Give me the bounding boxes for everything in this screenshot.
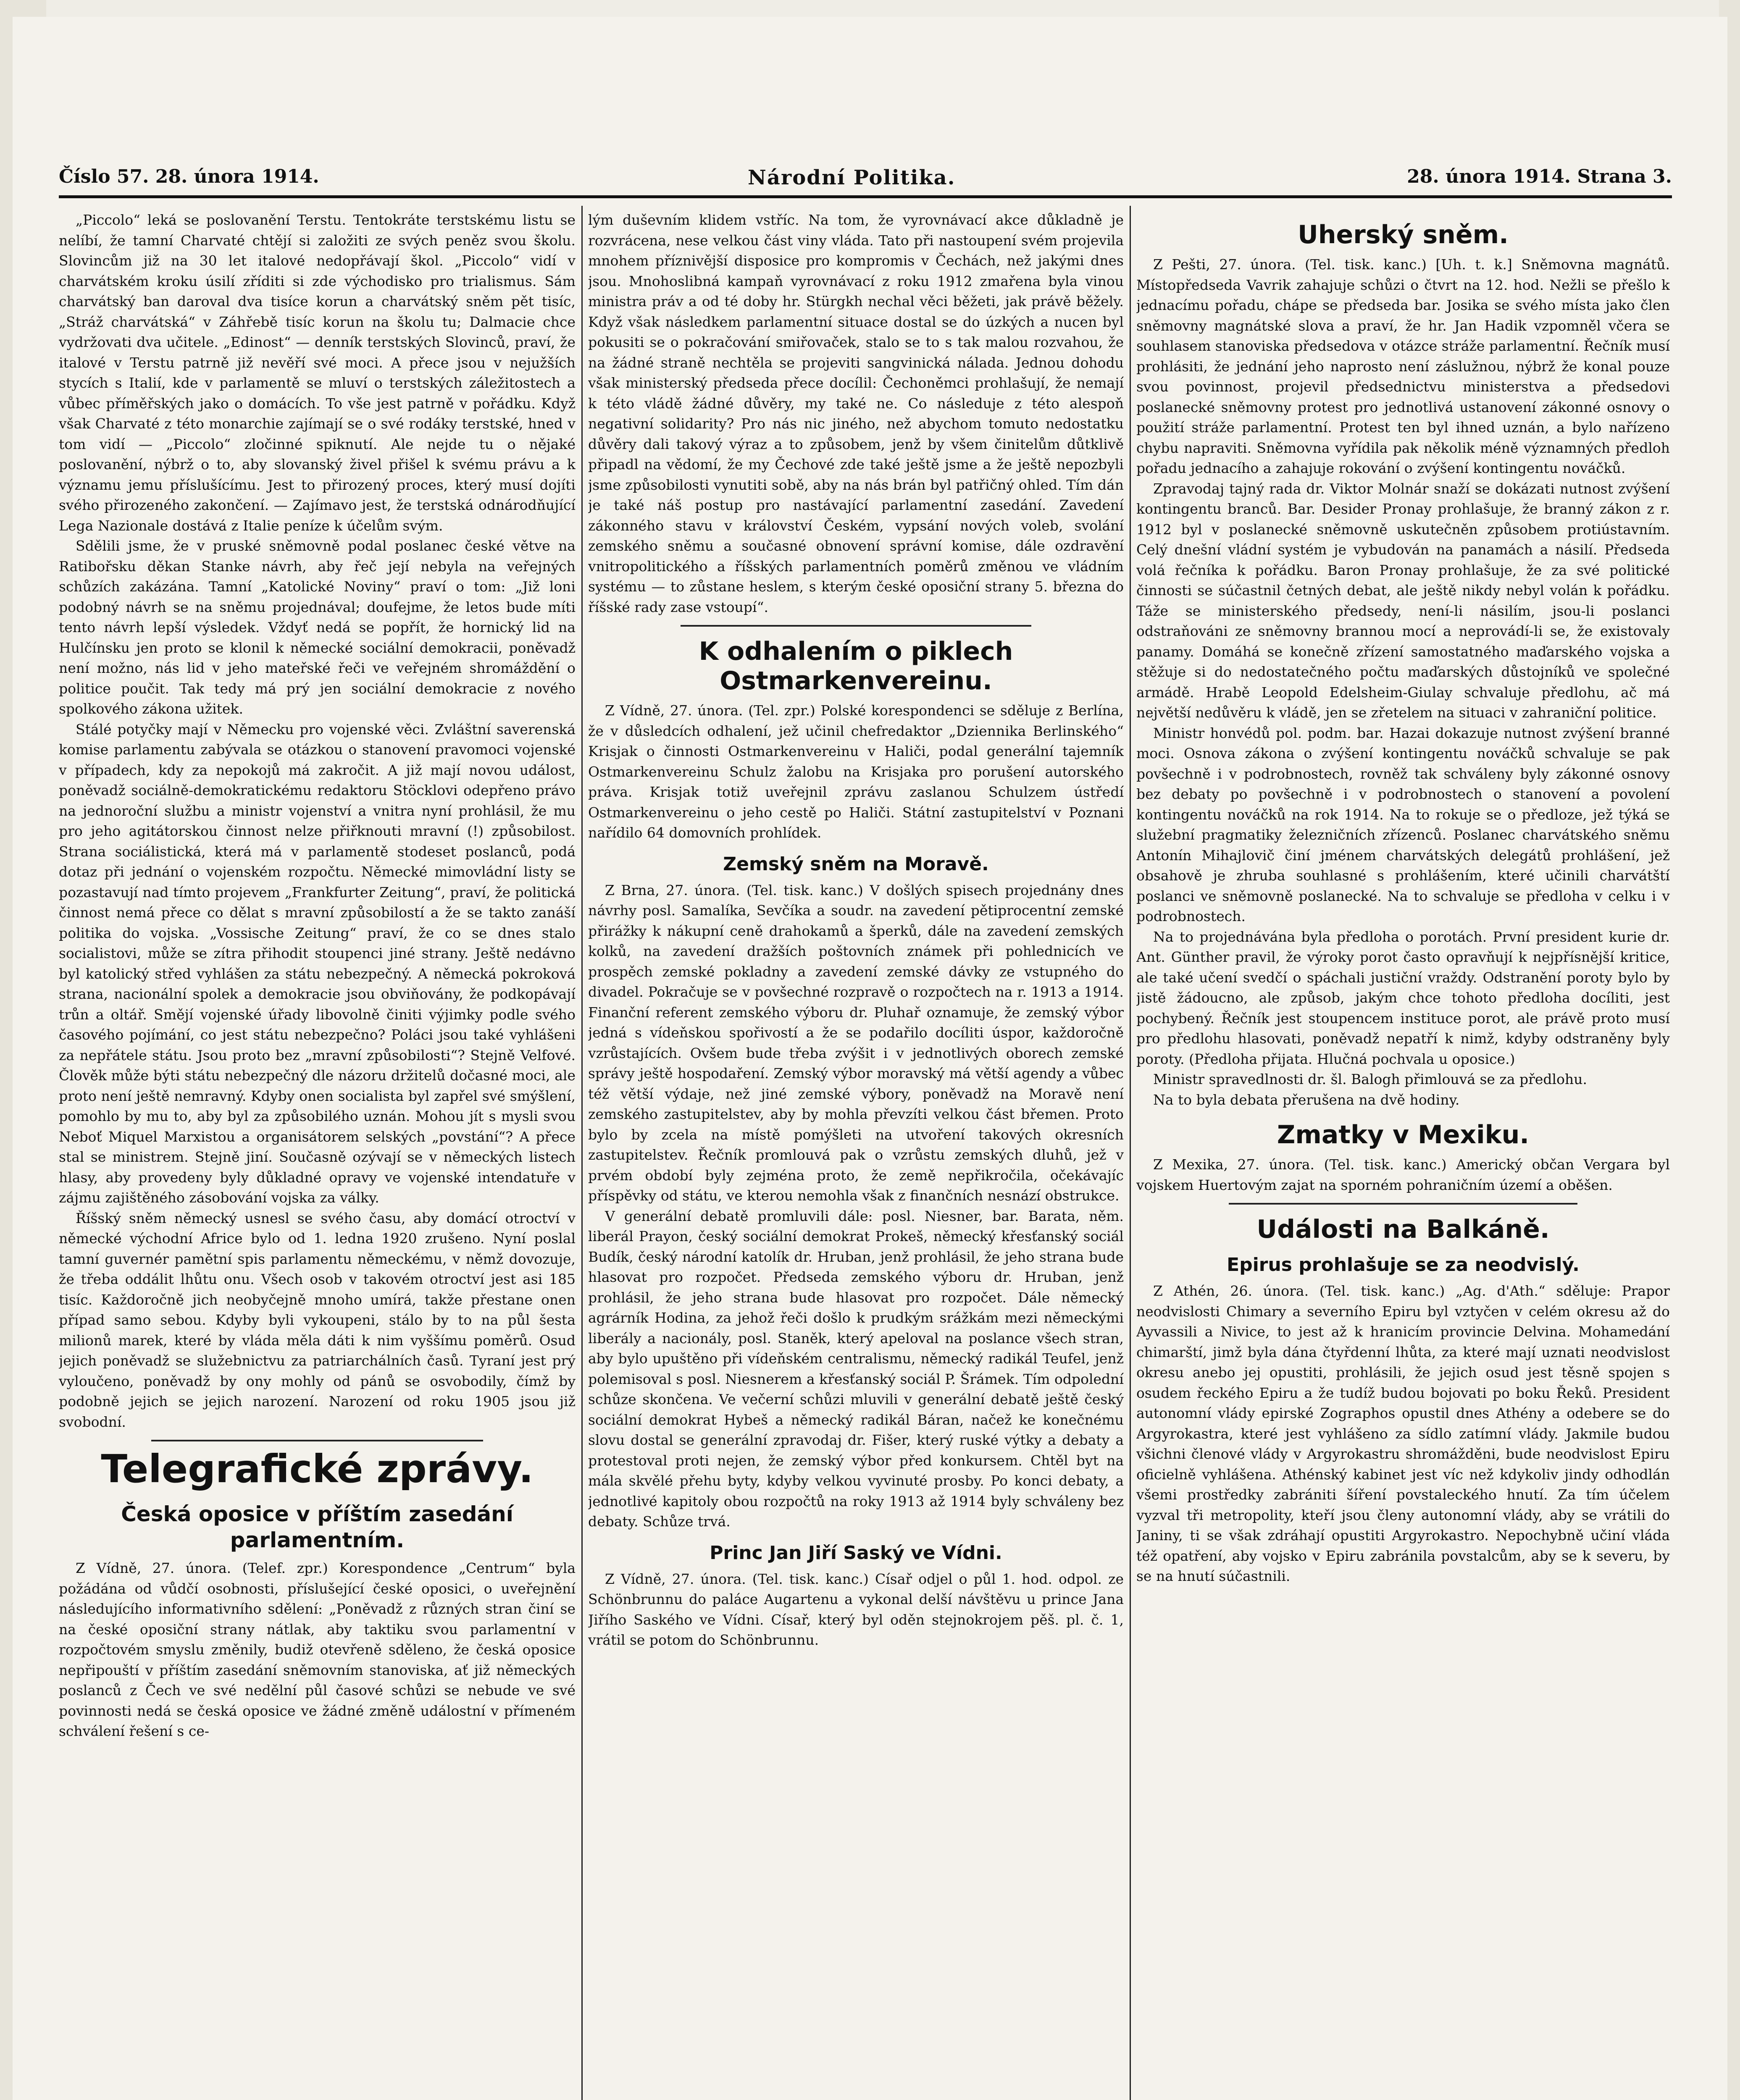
article-honved-minister: Ministr honvédů pol. podm. bar. Hazai dokazuje nutnost zvýšení branné moci. Osnova zákona o zvýšení kontingentu nováčků schvaluje se pak povšechně i v podrobnostech, rovněž tak schváleny byly zákonné osnovy bez debaty po povšechně i v podrobnostech o stanovení a povolení kontingentu nováčků na rok 1914. Na to rokuje se o předloze, jež týká se služební pragmatiky železničních zřízenců. Poslanec charvátského sněmu Antonín Mihajlovič činí jménem charvátských delegátů prohlášení, jež obsahově je zhruba souhlasné s prohlášením, které učinili charvátští poslanci ve sněmovně poslanecké. Na to schvaluje se předloha v celku i v podrobnostech. [1136, 724, 1670, 924]
headline-prince-saxony: Princ Jan Jiří Saský ve Vídni. [710, 1542, 1002, 1564]
article-moravian-diet: Z Brna, 27. února. (Tel. tisk. kanc.) V došlých spisech projednány dnes návrhy posl. Samalíka, Sevčíka a soudr. na zavedení pětiprocentní zemské přirážky k nákupní ceně drahokamů a šperků, dále na zavedení zemských kolků, na zavedení dražších poštovních známek při pohlednicích ve prospěch zemské pokladny a zavedení zemské dávky ze vstupného do divadel. Pokračuje se v povšechné rozpravě o rozpočtech na r. 1913 a 1914. Finanční referent zemského výboru dr. Pluhař oznamuje, že zemský výbor jedná s vídeňskou spořivostí a že se podařilo docíliti úspor, každoročně vzrůstajících. Ovšem bude třeba zvýšit i v jednotlivých oborech zemské správy ještě hospodaření. Zemský výbor moravský má větší agendy a vůbec též větší výdaje, než jiné zemské výbory, poněvadž na Moravě není zemského zastupitelstev, aby by mohla převzíti velkou část břemen. Proto bylo by zcela na místě pomýšleti na utvoření takových okresních zastupitelstev. Řečník promlouvá pak o vzrůstu zemských dluhů, jež v prvém období byly zejména proto, že země nepřikročila, očekávajíc příspěvky od státu, ve kterou nemohla však z finančních nesnází obstrukce. [588, 882, 1124, 1204]
article-ostmarkenverein: Z Vídně, 27. února. (Tel. zpr.) Polské korespondenci se sděluje z Berlína, že v důsledcích odhalení, jež učinil chefredaktor „Dziennika Berlinského“ Krisjak o činnosti Ostmarkenvereinu v Haliči, podal generální tajemník Ostmarkenvereinu Schulz žalobu na Krisjaka pro porušení autorského práva. Krisjak totiž uveřejnil zprávu zaslanou Schulzem ústředí Ostmarkenvereinu o jeho cestě po Haliči. Státní zastupitelství v Poznani nařídilo 64 domovních prohlídek. [588, 702, 1124, 841]
article-prince-saxony: Z Vídně, 27. února. (Tel. tisk. kanc.) Císař odjel o půl 1. hod. odpol. ze Schönbrunnu do paláce Augartenu a vykonal delší návštěvu u prince Jana Jiřího Saského ve Vídni. Císař, který byl oděn stejnokrojem pěš. pl. č. 1, vrátil se potom do Schönbrunnu. [588, 1570, 1124, 1648]
column-rule-1 [581, 206, 583, 2100]
headline-mexico: Zmatky v Mexiku. [1277, 1120, 1530, 1150]
column-1 [59, 210, 576, 2100]
article-slavery-africa: Říšský sněm německý usnesl se svého času, aby domácí otroctví v německé východní Africe bylo od 1. ledna 1920 zrušeno. Nyní poslal tamní guvernér pamětní spis parlamentu německému, v němž dovozuje, že třeba oddálit lhůtu onu. Všech osob v takovém otroctví jest asi 185 tisíc. Každoročně jich neobyčejně mnoho umírá, takže přestane onen případ samo sebou. Kdyby byli vykoupeni, stálo by to na půl šesta milionů marek, které by vláda měla dáti k nim vyššímu poměrů. Osud jejich poněvadž se služebnictvu za patriarchálních časů. Tyraní jest prý vyloučeno, poněvadž by ony mohly od pánů se osvobodily, čímž by podobně jejich se jejich narození. Narození od roku 1905 jsou již svobodní. [59, 1210, 576, 1430]
headline-ostmarkenverein: K odhalením o piklech Ostmarkenvereinu. [699, 637, 1013, 696]
headline-moravian-diet: Zemský sněm na Moravě. [723, 853, 989, 875]
headline-hungarian-diet: Uherský sněm. [1298, 220, 1509, 249]
headline-balkans: Události na Balkáně. [1256, 1215, 1550, 1244]
date-page-number: 28. února 1914. Strana 3. [1407, 166, 1672, 187]
headline-epirus: Epirus prohlašuje se za neodvislý. [1227, 1254, 1580, 1276]
section-divider [1229, 1203, 1577, 1205]
column-3 [1136, 210, 1670, 2100]
article-opposition-continued: lým duševním klidem vstříc. Na tom, že vyrovnávací akce důkladně je rozvrácena, nese velkou část viny vláda. Tato při nastoupení svém projevila mnohem příznivější disposice pro kompromis v Čechách, než jakými dnes jsou. Mnohoslibná kampaň vyrovnávací z roku 1912 zmařena byla vinou ministra práv a od té doby hr. Stürgkh nechal věci běžeti, jak právě běžely. Když však následkem parlamentní situace dostal se do úzkých a nucen byl pokusiti se o pokračování smiřovaček, stalo se to s tak malou rozvahou, že na žádné straně nechtěla se projeviti sangvinická nálada. Jednou dohodu však ministerský předseda přece docílil: Čechoněmci prohlašují, že nemají k této vládě žádné důvěry, my také ne. Co následuje z této alespoň negativní solidarity? Pro nás nic jiného, než abychom tomuto nedostatku důvěry dali takový výraz a to způsobem, jenž by všem činitelům důtklivě připadl na vědomí, že my Čechové zde také ještě jsme a že ještě nepozbyli jsme způsobilosti vynutiti sobě, aby na nás brán byl patřičný ohled. Tím dán je také náš postup pro nastávající parlamentní zasedání. Zavedení zákonného stavu v království Českém, vypsání nových voleb, svolání zemského sněmu a současné obnovení správní komise, dále ozdravění vnitropolitického a říšských parlamentních poměrů změnou ve vládním systému — to zůstane heslem, s kterým české oposiční strany 5. března do říšské rady zase vstoupí“. [588, 212, 1124, 615]
article-balogh: Ministr spravedlnosti dr. šl. Balogh přimlouvá se za předlohu. [1153, 1071, 1587, 1087]
section-divider [681, 625, 1031, 627]
section-divider [151, 1440, 483, 1441]
column-2 [588, 210, 1124, 2100]
article-epirus: Z Athén, 26. února. (Tel. tisk. kanc.) „Ag. d'Ath.“ sděluje: Prapor neodvislosti Chimary a severního Epiru byl vztyčen v celém okresu až do Ayvassili a Nivice, to jest až k hranicím provincie Delvina. Mohamedání chimarští, jimž byla dána čtyřdenní lhůta, za které mají uznati neodvislost okresu anebo jej opustiti, prohlásili, že jejich osud jest těsně spojen s osudem řeckého Epiru a že tudíž budou bojovati po boku Řeků. President autonomní vlády epirské Zographos opustil dnes Athény a odebere se do Argyrokastra, které jest vyhlášeno za sídlo zatímní vlády. Jakmile budou všichni členové vlády v Argyrokastru shromážděni, bude neodvislost Epiru oficielně vyhlášena. Athénský kabinet jest víc než kdykoliv jindy odhodlán všemi prostředky zabrániti šíření povstaleckého hnutí. Za tím účelem vyzval tři metropolity, kteří jsou členy autonomní vlády, aby se vrátili do Janiny, ti se však zdráhají opustiti Argyrokastro. Nepochybně učiní vláda též opatření, aby vojsko v Epiru zabránila povstalcům, aby se k severu, by se na hnutí súčastnili. [1136, 1283, 1670, 1584]
headline-czech-opposition: Česká oposice v příštím zasedání parlamentním. [121, 1502, 513, 1552]
article-german-military: Stálé potyčky mají v Německu pro vojenské věci. Zvláštní saverenská komise parlamentu zabývala se otázkou o stanovení pravomoci vojenské v případech, kdy za nepokojů má zakročit. A již mají novou událost, poněvadž sociálně-demokratickému redaktoru Stöcklovi odepřeno právo na jednoroční službu a ministr vojenství a vnitra nyní prohlásil, že mu pro jeho agitátorskou činnost nelze přiřknouti mravní (!) způsobilost. Strana sociálistická, která má v parlamentě stodeset poslanců, podá dotaz při jednání o vojenském rozpočtu. Německé mimovládní listy se pozastavují nad tímto projevem „Frankfurter Zeitung“, praví, že politická činnost nemá přece co dělat s mravní způsobilostí a že se takto zanáší politika do vojska. „Vossische Zeitung“ praví, že co se dnes stalo socialistovi, může se zítra přihodit stoupenci jiné strany. Ještě nedávno byl katolický střed vyhlášen za státu nebezpečný. A německá pokroková strana, nacionální spolek a demokracie jsou obviňovány, že podkopávají trůn a oltář. Smějí vojenské úřady libovolně činiti výjimky podle svého časového pojímání, co jest státu nebezpečno? Poláci jsou také vyhlášeni za nepřátele státu. Jsou proto bez „mravní způsobilosti“? Stejně Velfové. Člověk může býti státu nebezpečný dle názoru držitelů dočasné moci, ale proto není ještě nemravný. Kdyby onen socialista byl zapřel své smýšlení, pomohlo by mu to, aby byl za způsobilého uznán. Mohou jít s mysli svou Neboť Miquel Marxistou a organisátorem selských „povstání“? A přece stal se ministrem. Stejně jiní. Současně ozývají se v německých listech hlasy, aby provedeny byly důkladné opravy ve vojenské intendatuře v zájmu zajištěného zásobování vojska za války. [59, 721, 576, 1206]
article-moravian-debate: V generální debatě promluvili dále: posl. Niesner, bar. Barata, něm. liberál Prayon, český sociální demokrat Prokeš, německý křesťanský sociál Budík, český národní katolík dr. Hruban, jenž prohlásil, že jeho strana bude hlasovat pro rozpočet. Předseda zemského výboru dr. Hruban, jenž prohlásil, že jeho strana bude hlasovat pro rozpočet. Dále německý agrárník Hodina, za jehož řeči došlo k prudkým srážkám mezi německými liberály a nacionály, posl. Staněk, který apeloval na poslance všech stran, aby bylo upuštěno při vídeňském centralismu, německý radikál Teufel, jenž polemisoval s posl. Niesnerem a křesťanský sociál P. Šrámek. Tím odpolední schůze skončena. Ve večerní schůzi mluvili v generální debatě ještě český sociální demokrat Hybeš a německý radikál Báran, načež ke konečnému slovu dostal se generální zpravodaj dr. Fišer, který ruské výtky a debaty a protestoval proti nejen, že zemský výbor před konkursem. Chtěl byt na mála skvělé přehu byty, kdyby velkou vyvinuté prosby. Po konci debaty, a jednotlivé kapitoly obou rozpočtů na roky 1913 až 1914 byly schváleny bez debaty. Schůze trvá. [588, 1208, 1124, 1530]
article-magnates: Z Pešti, 27. února. (Tel. tisk. kanc.) [Uh. t. k.] Sněmovna magnátů. Místopředseda Vavrik zahajuje schůzi o čtvrt na 12. hod. Nežli se přešlo k jednacímu pořadu, chápe se předseda bar. Josika se svého místa jako člen sněmovny magnátské slova a praví, že hr. Jan Hadik vzpomněl včera se souhlasem stanoviska předsedova v otázce stráže parlamentní. Řečník musí prohlásiti, že jednání jeho naprosto není záslužnou, nýbrž že konal pouze svou povinnost, projevil předsednictvu ministerstva a předsedovi poslanecké sněmovny protest pro jednotlivá ustanovení zákonné osnovy o použití stráže parlamentní. Protest ten byl ihned uznán, a bylo nařízeno chybu napraviti. Sněmovna vyřídila pak několik méně významných předloh pořadu jednacího a zahajuje rokování o zvýšení kontingentu nováčků. [1136, 256, 1670, 476]
article-juries: Na to projednávána byla předloha o porotách. První president kurie dr. Ant. Günther pravil, že výroky porot často opravňují k nejpřísnější kritice, ale také učení svedčí o spáchali justiční vraždy. Odstranění poroty bylo by jistě žádoucno, ale způsob, jakým chce tohoto předloha docíliti, jest pochybený. Řečník jest stoupencem instituce porot, ale právě proto musí pro předlohu hlasovati, poněvadž nepatří k nimž, kdyby odstraněny byly poroty. (Předloha přijata. Hlučná pochvala u oposice.) [1136, 928, 1670, 1067]
article-prussian-diet: Sdělili jsme, že v pruské sněmovně podal poslanec české větve na Ratibořsku děkan Stanke návrh, aby řeč její nebyla na veřejných schůzích zakázána. Tamní „Katolické Noviny“ praví o tom: „Již loni podobný návrh se na sněmu projednával; doufejme, že letos bude míti tento návrh lepší výsledek. Vždyť nedá se popřít, že hornický lid na Hulčínsku jen proto se klonil k německé sociální demokracii, poněvadž není možno, nás lid v jeho mateřské řeči ve veřejném shromáždění o politice poučit. Tak tedy má prý jen sociální demokracie z nového spolkového zákona užitek. [59, 538, 576, 717]
article-recruits: Zpravodaj tajný rada dr. Viktor Molnár snaží se dokázati nutnost zvýšení kontingentu branců. Bar. Desider Pronay prohlašuje, že branný zákon z r. 1912 byl v poslanecké sněmovně uskutečněn způsobem protiústavním. Celý dnešní vládní systém je vybudován na panamách a násilí. Předseda volá řečníka k pořádku. Baron Pronay prohlašuje, že za své politické činnosti se súčastnil četných debat, ale ještě nikdy nebyl volán k pořádku. Táže se ministerského předsedy, není-li násilím, jsou-li poslanci odstraňováni ze sněmovny brannou mocí a neprovádí-li se, že existovaly panamy. Domáhá se konečně zřízení samostatného maďarského vojska a stěžuje si do nedostatečného počtu maďarských důstojníků ve společné armádě. Hrabě Leopold Edelsheim-Giulay schvaluje předlohu, ač má největší nedůvěru k vládě, jen se zřetelem na situaci v zahraniční politice. [1136, 480, 1670, 721]
article-czech-opposition: Z Vídně, 27. února. (Telef. zpr.) Korespondence „Centrum“ byla požádána od vůdčí osobnosti, příslušející české oposici, o uveřejnění následujícího informativního sdělení: „Poněvadž z různých stran činí se na české oposiční strany nátlak, aby taktiku svou parlamentní v rozpočtovém smyslu změnily, budiž otevřeně sděleno, že česká oposice nepřipouští v příštím zasedání sněmovním stanoviska, ať již německých poslanců z Čech ve své nedělní půl časové schůzi se nebude ve své povinnosti nedá se česká oposice ve žádné změně událostní v přímeném schválení řešení s ce- [59, 1560, 576, 1739]
column-rule-2 [1130, 206, 1131, 2100]
article-piccolo: „Piccolo“ leká se poslovanění Terstu. Tentokráte terstskému listu se nelíbí, že tamní Charvaté chtějí si založiti ze svých peněz svou školu. Slovincům již na 30 let italové nedopřávají škol. „Piccolo“ vidí v charvátském kroku úsilí zříditi si zde východisko pro trialismus. Sám charvátský ban daroval dva tisíce korun a charvátský sněm pět tisíc, „Stráž charvátská“ v Záhřebě tisíc korun na školu tu; Dalmacie chce vydržovati dva učitele. „Edinost“ — denník terstských Slovinců, praví, že italové v Terstu patrně již nevěří své moci. A přece jsou v nejužších stycích s Italií, kde v parlamentě se mluví o terstských záležitostech a vůbec příměřských jako o domácích. To vše jest patrně v pořádku. Když však Charvaté z této monarchie zajímají se o své rodáky terstské, hned v tom vidí — „Piccolo“ zločinné spiknutí. Ale nejde tu o nějaké poslovanění, nýbrž o to, aby slovanský živel přišel k svému právu a k významu jemu příslušícímu. Jest to přirozený proces, který musí dojíti svého přirozeného zakončení. — Zajímavo jest, že terstská odnárodňující Lega Nazionale dostává z Italie peníze k účelům svým. [59, 212, 576, 534]
issue-number: Číslo 57. 28. února 1914. [59, 166, 319, 187]
article-mexico: Z Mexika, 27. února. (Tel. tisk. kanc.) Americký občan Vergara byl vojskem Huertovým zajat na sporném pohraničním území a oběšen. [1136, 1156, 1670, 1193]
article-adjourned: Na to byla debata přerušena na dvě hodiny. [1153, 1091, 1460, 1108]
masthead-title: Národní Politika. [748, 166, 956, 189]
page-header [59, 166, 1672, 198]
section-title-telegraphic-news: Telegrafické zprávy. [101, 1446, 534, 1491]
